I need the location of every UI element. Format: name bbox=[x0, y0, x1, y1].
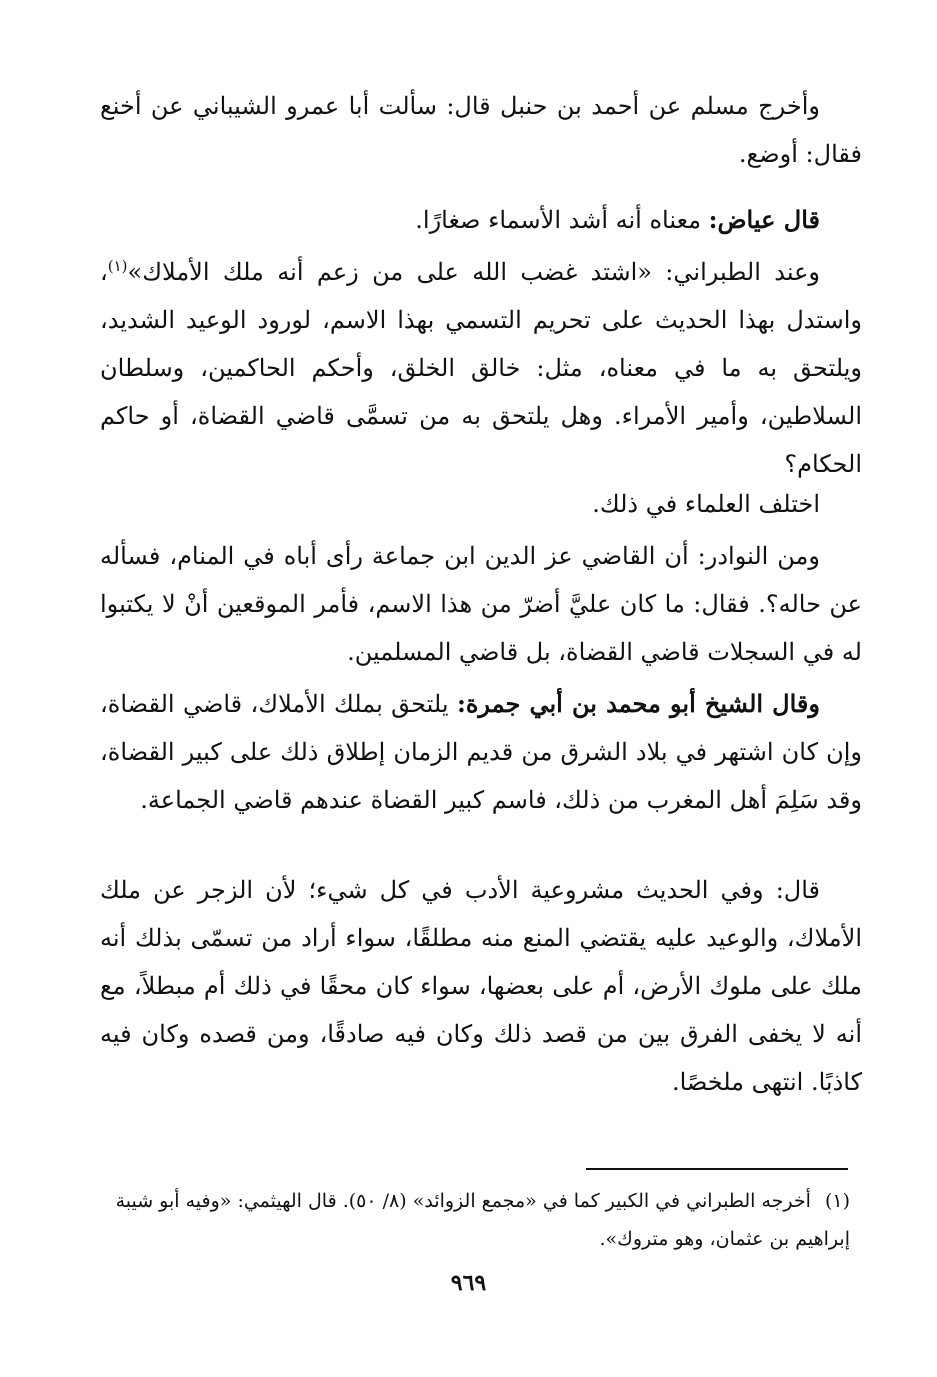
footnote-divider bbox=[586, 1168, 848, 1170]
paragraph-text: يلتحق بملك الأملاك، قاضي القضاة، وإن كان اشتهر في بلاد الشرق من قديم الزمان إطلاق ذلك على كبير القضاة، وقد سَلِمَ أهل المغرب من ذلك، فاسم كبير القضاة عندهم قاضي الجماعة. bbox=[100, 690, 863, 814]
paragraph-scholars-differ bbox=[100, 480, 862, 528]
paragraph-abu-jamra bbox=[100, 680, 862, 824]
paragraph-muslim-report bbox=[100, 82, 862, 178]
footnote-reference[interactable]: (١) bbox=[107, 257, 128, 275]
footnote-number: (١) bbox=[824, 1190, 850, 1212]
paragraph-text: اختلف العلماء في ذلك. bbox=[592, 490, 820, 518]
paragraph-text-continued: ، واستدل بهذا الحديث على تحريم التسمي بهذا الاسم، لورود الوعيد الشديد، ويلتحق به ما في معناه، مثل: خالق الخلق، وأحكم الحاكمين، وسلطان السلاطين، وأمير الأمراء. وهل يلتحق به من تسمَّى قاضي القضاة، أو حاكم الحكام؟ bbox=[100, 258, 862, 478]
paragraph-text: ومن النوادر: أن القاضي عز الدين ابن جماعة رأى أباه في المنام، فسأله عن حاله؟. فقال: ما كان عليَّ أضرّ من هذا الاسم، فأمر الموقعين أنْ لا يكتبوا له في السجلات قاضي القضاة، بل قاضي المسلمين. bbox=[100, 542, 862, 666]
footnote bbox=[100, 1182, 850, 1258]
paragraph-iyad bbox=[100, 196, 862, 244]
footnote-text: أخرجه الطبراني في الكبير كما في «مجمع الزوائد» (٨/ ٥٠). قال الهيثمي: «وفيه أبو شيبة إبراهيم بن عثمان، وهو متروك». bbox=[115, 1190, 850, 1250]
paragraph-conclusion bbox=[100, 866, 862, 1106]
paragraph-text: قال: وفي الحديث مشروعية الأدب في كل شيء؛ لأن الزجر عن ملك الأملاك، والوعيد عليه يقتضي المنع منه مطلقًا، سواء أراد من تسمّى بذلك أنه ملك على ملوك الأرض، أم على بعضها، سواء كان محقًا في ذلك أم مبطلاً، مع أنه لا يخفى الفرق بين من قصد ذلك وكان فيه صادقًا، ومن قصده وكان فيه كاذبًا. انتهى ملخصًا. bbox=[100, 876, 862, 1096]
paragraph-tabarani bbox=[100, 248, 862, 488]
speaker-name: وقال الشيخ أبو محمد بن أبي جمرة: bbox=[456, 689, 820, 718]
page-number: ٩٦٩ bbox=[450, 1270, 487, 1296]
paragraph-text: معناه أنه أشد الأسماء صغارًا. bbox=[415, 206, 709, 234]
speaker-name: قال عياض: bbox=[708, 205, 820, 234]
paragraph-text: وأخرج مسلم عن أحمد بن حنبل قال: سألت أبا عمرو الشيباني عن أخنع فقال: أوضع. bbox=[100, 92, 862, 168]
paragraph-anecdote bbox=[100, 532, 862, 676]
paragraph-text: وعند الطبراني: «اشتد غضب الله على من زعم أنه ملك الأملاك» bbox=[127, 258, 820, 286]
